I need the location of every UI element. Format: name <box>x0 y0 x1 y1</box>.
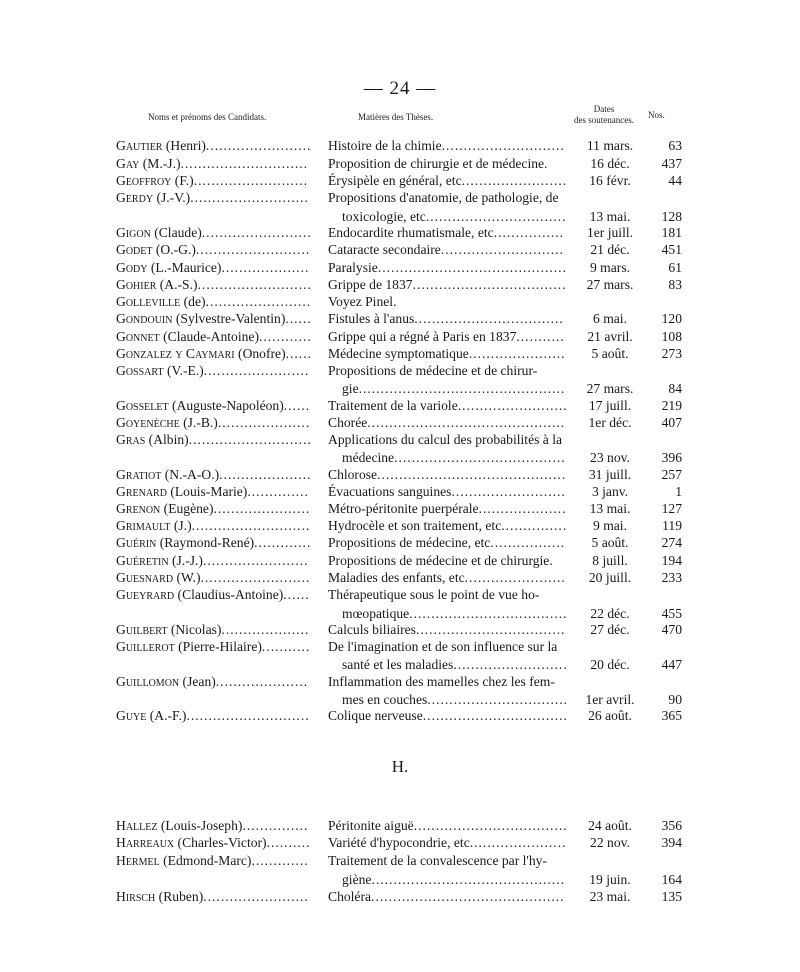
thesis-number: 396 <box>661 450 682 465</box>
dot-leader: ........................ <box>203 363 310 378</box>
candidate-surname: Gonzalez y Caymari <box>116 346 235 361</box>
candidate-name <box>116 533 316 553</box>
thesis-title <box>328 361 580 381</box>
candidate-surname: Hermel <box>116 853 160 868</box>
thesis-number: 219 <box>661 398 682 413</box>
defense-date: 22 déc. <box>590 606 630 621</box>
thesis-title-text: Grippe de 1837 <box>328 277 413 292</box>
thesis-title-text: Médecine symptomatique <box>328 346 469 361</box>
dot-leader: ............. <box>254 535 312 550</box>
thesis-title <box>328 188 580 208</box>
dot-leader: ..................... <box>219 467 312 482</box>
dot-leader: ...... <box>285 346 312 361</box>
candidate-name <box>116 136 316 156</box>
defense-date: 17 juill. <box>588 398 632 413</box>
header-dates <box>568 104 640 126</box>
candidate-surname: Godet <box>116 242 153 257</box>
thesis-title <box>328 585 580 605</box>
candidate-surname: Guesnard <box>116 570 174 585</box>
candidate-given-names: (Claude) <box>150 225 202 240</box>
thesis-title-text: gie <box>342 381 359 396</box>
thesis-title-text: Traitement de la variole <box>328 398 458 413</box>
header-numbers: Nos. <box>648 110 665 120</box>
defense-date: 26 août. <box>588 708 632 723</box>
candidate-name <box>116 706 316 726</box>
candidate-surname: Guillerot <box>116 639 175 654</box>
dot-leader: .................................... <box>409 606 568 621</box>
thesis-title <box>328 637 580 657</box>
candidate-given-names: (Edmond-Marc) <box>159 853 252 868</box>
header-names: Noms et prénoms des Candidats. <box>148 112 267 122</box>
dot-leader: ............................ <box>440 242 564 257</box>
dot-leader: .......... <box>266 835 311 850</box>
dot-leader: ........................................... <box>377 260 567 275</box>
thesis-number: 233 <box>661 570 682 585</box>
defense-date: 13 mai. <box>589 501 631 516</box>
thesis-title-text: Colique nerveuse <box>328 708 423 723</box>
thesis-number: 44 <box>668 173 682 188</box>
dot-leader: ................................... <box>412 277 567 292</box>
thesis-title <box>328 533 572 553</box>
candidate-given-names: (L.-Maurice) <box>147 260 222 275</box>
candidate-surname: Harreaux <box>116 835 175 850</box>
defense-date: 13 mai. <box>589 209 631 224</box>
candidate-given-names: (Albin) <box>145 432 189 447</box>
thesis-number: 83 <box>668 277 682 292</box>
candidate-surname: Guilbert <box>116 622 168 637</box>
defense-date: 9 mars. <box>589 260 631 275</box>
thesis-number: 1 <box>675 484 682 499</box>
dot-leader: ............................. <box>180 156 309 171</box>
candidate-given-names: (Auguste-Napoléon) <box>168 398 284 413</box>
defense-date: 31 juill. <box>588 467 632 482</box>
dot-leader: .................... <box>221 622 310 637</box>
thesis-number: 356 <box>661 818 682 833</box>
dot-leader: ...... <box>283 398 311 413</box>
thesis-title-text: De l'imagination et de son influence sur la <box>328 639 558 654</box>
defense-date: 5 août. <box>591 346 629 361</box>
defense-date: 27 déc. <box>590 622 630 637</box>
defense-date: 21 déc. <box>590 242 630 257</box>
candidate-surname: Grenard <box>116 484 167 499</box>
candidate-given-names: (W.) <box>173 570 201 585</box>
defense-date: 22 nov. <box>590 835 630 850</box>
dot-leader: ................. <box>490 535 566 550</box>
candidate-surname: Gras <box>116 432 146 447</box>
dot-leader: ............................ <box>441 138 565 153</box>
thesis-title-text: Variété d'hypocondrie, etc <box>328 835 470 850</box>
dot-leader: ............................................ <box>371 889 565 904</box>
thesis-title-text: Applications du calcul des probabilités à la <box>328 432 563 447</box>
candidate-given-names: (V.-E.) <box>163 363 204 378</box>
thesis-title-text: Hydrocèle et son traitement, etc <box>328 518 502 533</box>
dot-leader: ........................ <box>461 173 568 188</box>
dot-leader: ......................... <box>201 225 312 240</box>
defense-date: 8 juill. <box>592 553 628 568</box>
dot-leader: ............................................ <box>371 872 565 887</box>
candidate-given-names: (de) <box>180 294 206 309</box>
dot-leader: ............... <box>242 818 309 833</box>
dot-leader: .............. <box>247 484 309 499</box>
candidate-surname: Goyenèche <box>116 415 180 430</box>
thesis-number: 84 <box>668 381 682 396</box>
dot-leader: ...... <box>285 311 312 326</box>
dot-leader: ........................... <box>191 518 311 533</box>
candidate-given-names: (J.-J.) <box>168 553 203 568</box>
candidate-surname: Gerdy <box>116 190 154 205</box>
defense-date: 24 août. <box>588 818 632 833</box>
thesis-title-text: Cataracte secondaire <box>328 242 441 257</box>
thesis-title-text: Traitement de la convalescence par l'hy- <box>328 853 547 868</box>
candidate-given-names: (J.) <box>170 518 192 533</box>
candidate-name <box>116 309 316 329</box>
dot-leader: ........................................... <box>377 467 567 482</box>
thesis-title-text: Propositions de médecine et de chirur- <box>328 363 538 378</box>
candidate-surname: Gohier <box>116 277 157 292</box>
defense-date: 1er juill. <box>586 225 634 240</box>
thesis-title-text: Propositions de médecine, etc <box>328 535 491 550</box>
candidate-name <box>116 851 316 871</box>
candidate-given-names: (N.-A-O.) <box>161 467 220 482</box>
dot-leader: .................................. <box>415 622 566 637</box>
thesis-title-text: Inflammation des mamelles chez les fem- <box>328 674 555 689</box>
thesis-number: 455 <box>661 606 682 621</box>
dot-leader: ...................... <box>469 835 567 850</box>
thesis-title-text: Calculs biliaires <box>328 622 416 637</box>
thesis-title-text: Thérapeutique sous le point de vue ho- <box>328 587 540 602</box>
candidate-name <box>116 637 316 657</box>
dot-leader: .......................... <box>195 242 311 257</box>
defense-date: 27 mars. <box>586 277 634 292</box>
thesis-title-text: Voyez Pinel. <box>328 294 397 309</box>
thesis-title-text: Paralysie <box>328 260 378 275</box>
candidate-given-names: (Raymond-René) <box>156 535 255 550</box>
candidate-name <box>116 585 316 605</box>
candidate-surname: Grimault <box>116 518 171 533</box>
candidate-name <box>116 240 316 260</box>
dot-leader: ........... <box>516 329 565 344</box>
candidate-surname: Gossart <box>116 363 164 378</box>
candidate-surname: Gosselet <box>116 398 169 413</box>
thesis-title-text: Chlorose <box>328 467 378 482</box>
candidate-surname: Gigon <box>116 225 151 240</box>
thesis-number: 120 <box>661 311 682 326</box>
dot-leader: ...................... <box>468 346 566 361</box>
defense-date: 20 juill. <box>588 570 632 585</box>
candidate-given-names: (J.-B.) <box>179 415 218 430</box>
candidate-given-names: (Pierre-Hilaire) <box>174 639 262 654</box>
thesis-number: 437 <box>661 156 682 171</box>
dot-leader: ....................... <box>464 570 566 585</box>
defense-date: 23 nov. <box>590 450 630 465</box>
thesis-number: 181 <box>661 225 682 240</box>
candidate-given-names: (Claudius-Antoine) <box>174 587 284 602</box>
candidate-given-names: (Jean) <box>179 674 216 689</box>
candidate-surname: Hirsch <box>116 889 156 904</box>
thesis-title-text: giène <box>342 872 372 887</box>
candidate-given-names: (Louis-Marie) <box>166 484 248 499</box>
thesis-number: 451 <box>661 242 682 257</box>
header-dates-line1: Dates <box>593 104 615 114</box>
dot-leader: ................ <box>493 225 565 240</box>
candidate-given-names: (A.-F.) <box>146 708 187 723</box>
dot-leader: .................................. <box>414 311 564 326</box>
candidate-given-names: (Eugène) <box>160 501 214 516</box>
thesis-title-text: Chorée <box>328 415 368 430</box>
thesis-title-text: toxicologie, etc <box>342 209 426 224</box>
candidate-surname: Gonnet <box>116 329 160 344</box>
candidate-given-names: (F.) <box>171 173 194 188</box>
defense-date: 1er déc. <box>588 415 632 430</box>
thesis-title <box>328 706 572 726</box>
defense-date: 3 janv. <box>591 484 629 499</box>
dot-leader: ...... <box>283 587 310 602</box>
candidate-given-names: (Claude-Antoine) <box>159 329 259 344</box>
thesis-number: 135 <box>661 889 682 904</box>
thesis-title-text: Érysipèle en général, etc <box>328 173 462 188</box>
dot-leader: ............... <box>501 518 568 533</box>
thesis-title-text: Maladies des enfants, etc <box>328 570 465 585</box>
candidate-given-names: (Ruben) <box>155 889 204 904</box>
thesis-number: 257 <box>661 467 682 482</box>
thesis-title-text: mes en couches <box>342 692 428 707</box>
defense-date: 19 juin. <box>589 872 631 887</box>
dot-leader: ............................................. <box>367 415 566 430</box>
candidate-surname: Guérin <box>116 535 157 550</box>
defense-date: 6 mai. <box>593 311 627 326</box>
candidate-surname: Gody <box>116 260 148 275</box>
thesis-title <box>328 309 572 329</box>
candidate-surname: Guye <box>116 708 147 723</box>
candidate-name <box>116 887 316 907</box>
thesis-title <box>328 833 572 853</box>
defense-date: 21 avril. <box>587 329 633 344</box>
thesis-title-text: Grippe qui a régné à Paris en 1837 <box>328 329 517 344</box>
candidate-name <box>116 833 316 853</box>
thesis-title-text: Endocardite rhumatismale, etc <box>328 225 494 240</box>
candidate-given-names: (A.-S.) <box>156 277 198 292</box>
dot-leader: ........... <box>261 639 311 654</box>
thesis-title-text: Choléra <box>328 889 372 904</box>
thesis-number: 470 <box>661 622 682 637</box>
page-number: — 24 — <box>363 78 437 99</box>
thesis-title-text: Métro-péritonite puerpérale <box>328 501 479 516</box>
candidate-surname: Guéretin <box>116 553 169 568</box>
dot-leader: ..................... <box>217 415 311 430</box>
thesis-title-text: santé et les maladies <box>342 657 454 672</box>
thesis-number: 447 <box>661 657 682 672</box>
candidate-given-names: (J.-V.) <box>153 190 191 205</box>
dot-leader: ..................... <box>215 674 309 689</box>
thesis-number: 274 <box>661 535 682 550</box>
thesis-number: 128 <box>661 209 682 224</box>
candidate-surname: Gueyrard <box>116 587 175 602</box>
candidate-given-names: (M.-J.) <box>139 156 181 171</box>
thesis-title <box>328 240 572 260</box>
defense-date: 5 août. <box>591 535 629 550</box>
candidate-surname: Hallez <box>116 818 158 833</box>
candidate-surname: Grenon <box>116 501 161 516</box>
dot-leader: ......................... <box>200 570 311 585</box>
candidate-given-names: (Onofre) <box>234 346 286 361</box>
candidate-given-names: (Sylvestre-Valentin) <box>172 311 286 326</box>
header-dates-line2: des soutenances. <box>574 115 634 125</box>
dot-leader: .......................... <box>453 657 568 672</box>
thesis-title-text: Propositions d'anatomie, de pathologie, de <box>328 190 559 205</box>
candidate-given-names: (Nicolas) <box>167 622 222 637</box>
dot-leader: .................... <box>221 260 310 275</box>
candidate-given-names: (Charles-Victor) <box>174 835 267 850</box>
thesis-title <box>328 136 572 156</box>
candidate-given-names: (Henri) <box>162 138 206 153</box>
thesis-title-text: Propositions de médecine et de chirurgie. <box>328 553 553 568</box>
candidate-surname: Geoffroy <box>116 173 172 188</box>
dot-leader: ................................ <box>427 692 569 707</box>
candidate-surname: Golleville <box>116 294 181 309</box>
dot-leader: ........................... <box>190 190 309 205</box>
thesis-number: 90 <box>668 692 682 707</box>
defense-date: 11 mars. <box>586 138 634 153</box>
dot-leader: ...................... <box>213 501 311 516</box>
thesis-number: 273 <box>661 346 682 361</box>
candidate-surname: Gay <box>116 156 140 171</box>
defense-date: 16 déc. <box>590 156 630 171</box>
candidate-surname: Gondouin <box>116 311 173 326</box>
defense-date: 23 mai. <box>589 889 631 904</box>
header-theses: Matières des Thèses. <box>358 112 434 122</box>
candidate-surname: Guillomon <box>116 674 180 689</box>
candidate-surname: Gratiot <box>116 467 162 482</box>
thesis-title <box>328 430 580 450</box>
thesis-number: 394 <box>661 835 682 850</box>
thesis-number: 61 <box>668 260 682 275</box>
candidate-name <box>116 672 316 692</box>
thesis-number: 119 <box>662 518 682 533</box>
thesis-number: 63 <box>668 138 682 153</box>
dot-leader: ......................... <box>457 398 568 413</box>
thesis-title-text: Fistules à l'anus <box>328 311 415 326</box>
dot-leader: .......................... <box>193 173 309 188</box>
thesis-title <box>328 887 572 907</box>
candidate-given-names: (Louis-Joseph) <box>157 818 243 833</box>
thesis-number: 365 <box>661 708 682 723</box>
thesis-number: 108 <box>661 329 682 344</box>
dot-leader: .......................... <box>451 484 566 499</box>
section-letter-h: H. <box>391 757 409 776</box>
dot-leader: ........................ <box>205 138 312 153</box>
thesis-title-text: Évacuations sanguines <box>328 484 452 499</box>
candidate-given-names: (O.-G.) <box>152 242 196 257</box>
thesis-number: 407 <box>661 415 682 430</box>
candidate-surname: Gautier <box>116 138 163 153</box>
candidate-name <box>116 430 316 450</box>
dot-leader: ........................ <box>202 553 309 568</box>
thesis-title <box>328 851 580 871</box>
thesis-title <box>328 672 580 692</box>
thesis-title-text: médecine <box>342 450 395 465</box>
dot-leader: ................................. <box>422 708 568 723</box>
defense-date: 1er avril. <box>585 692 635 707</box>
dot-leader: ............................................... <box>358 381 566 396</box>
thesis-title-text: Histoire de la chimie <box>328 138 442 153</box>
defense-date: 16 févr. <box>589 173 631 188</box>
defense-date: 9 mai. <box>593 518 627 533</box>
dot-leader: ........................ <box>205 294 312 309</box>
thesis-number: 164 <box>661 872 682 887</box>
candidate-name <box>116 188 316 208</box>
thesis-title-text: mœopatique <box>342 606 410 621</box>
defense-date: 20 déc. <box>590 657 630 672</box>
thesis-title-text: Péritonite aiguë <box>328 818 414 833</box>
dot-leader: ............. <box>251 853 309 868</box>
thesis-title-text: Proposition de chirurgie et de médecine. <box>328 156 548 171</box>
thesis-number: 127 <box>661 501 682 516</box>
dot-leader: ............ <box>258 329 312 344</box>
dot-leader: ............................ <box>188 432 312 447</box>
candidate-name <box>116 361 316 381</box>
dot-leader: ................................ <box>425 209 567 224</box>
dot-leader: ................................... <box>413 818 568 833</box>
dot-leader: ........................ <box>203 889 309 904</box>
dot-leader: ....................................... <box>394 450 566 465</box>
defense-date: 27 mars. <box>586 381 634 396</box>
dot-leader: .................... <box>478 501 567 516</box>
dot-leader: ............................ <box>186 708 310 723</box>
dot-leader: .......................... <box>197 277 312 292</box>
thesis-number: 194 <box>661 553 682 568</box>
